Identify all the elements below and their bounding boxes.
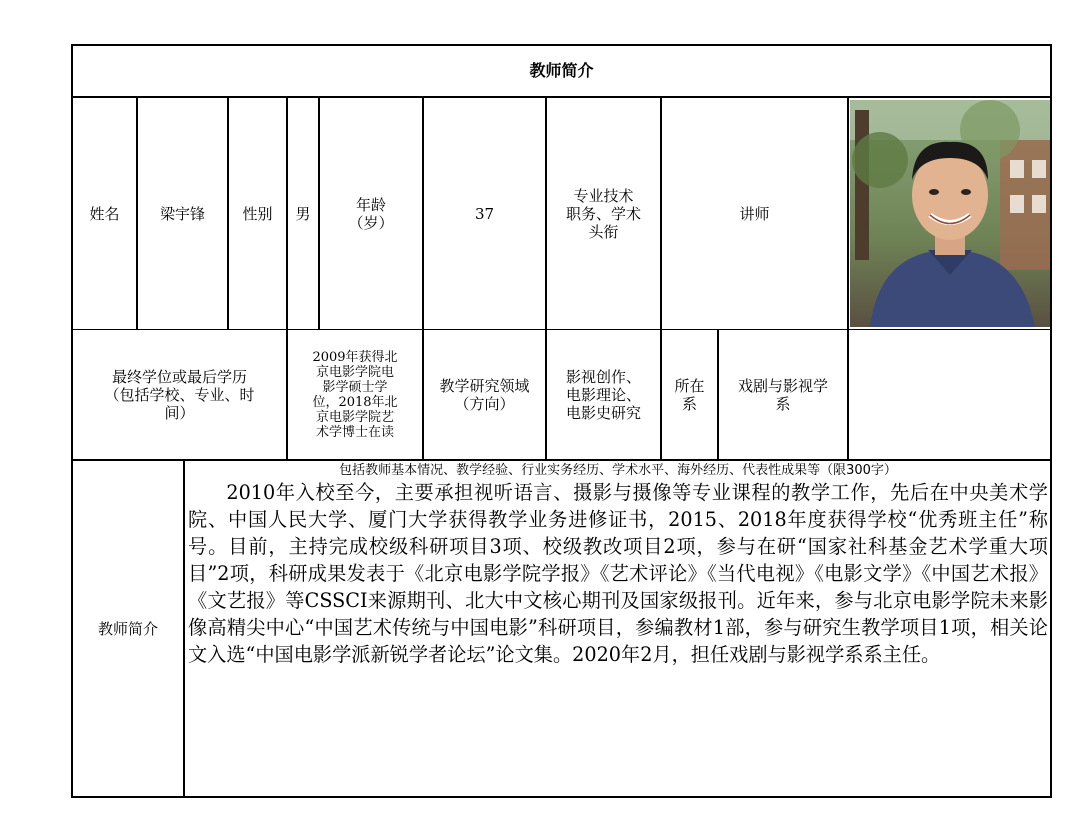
portrait-photo xyxy=(850,100,1050,327)
department-label: 所在 系 xyxy=(674,376,705,413)
bio-hint: 包括教师基本情况、教学经验、行业实务经历、学术水平、海外经历、代表性成果等（限300字） xyxy=(339,463,897,478)
age-value: 37 xyxy=(474,204,495,223)
research-field-value: 影视创作、 电影理论、 电影史研究 xyxy=(565,367,641,422)
page-title: 教师简介 xyxy=(529,61,594,80)
teacher-profile-table xyxy=(71,44,1052,798)
bio-text: 2010年入校至今，主要承担视听语言、摄影与摄像等专业课程的教学工作，先后在中央美术学院、中国人民大学、厦门大学获得教学业务进修证书，2015、2018年度获得学校“优秀班主任”称号。目前，主持完成校级科研项目3项、校级教改项目2项，参与在研“国家社科基金艺术学重大项目”2项，科研成果发表于《北京电影学院学报》《艺术评论》《当代电视》《电影文学》《中国艺术报》《文艺报》等CSSCI来源期刊、北大中文核心期刊及国家级报刊。近年来，参与北京电影学院未来影像高精尖中心“中国艺术传统与中国电影”科研项目，参编教材1部，参与研究生教学项目1项，相关论文入选“中国电影学派新锐学者论坛”论文集。2020年2月，担任戏剧与影视学系系主任。 xyxy=(188,481,1048,666)
bio-label: 教师简介 xyxy=(97,619,158,638)
department-value: 戏剧与影视学 系 xyxy=(737,376,828,413)
gender-value: 男 xyxy=(295,204,311,223)
rank-label: 专业技术 职务、学术 头衔 xyxy=(565,186,641,241)
age-label: 年龄 （岁） xyxy=(348,195,394,232)
gender-label: 性别 xyxy=(242,204,273,223)
bio-content xyxy=(186,460,1050,798)
research-field-label: 教学研究领域 （方向） xyxy=(439,376,530,413)
name-label: 姓名 xyxy=(89,204,120,223)
name-value: 梁宇锋 xyxy=(159,204,205,223)
degree-label: 最终学位或最后学历 （包括学校、专业、时 间） xyxy=(104,367,255,422)
degree-value: 2009年获得北 京电影学院电 影学硕士学 位，2018年北 京电影学院艺 术学博士在读 xyxy=(312,349,398,440)
rank-value: 讲师 xyxy=(739,204,770,223)
